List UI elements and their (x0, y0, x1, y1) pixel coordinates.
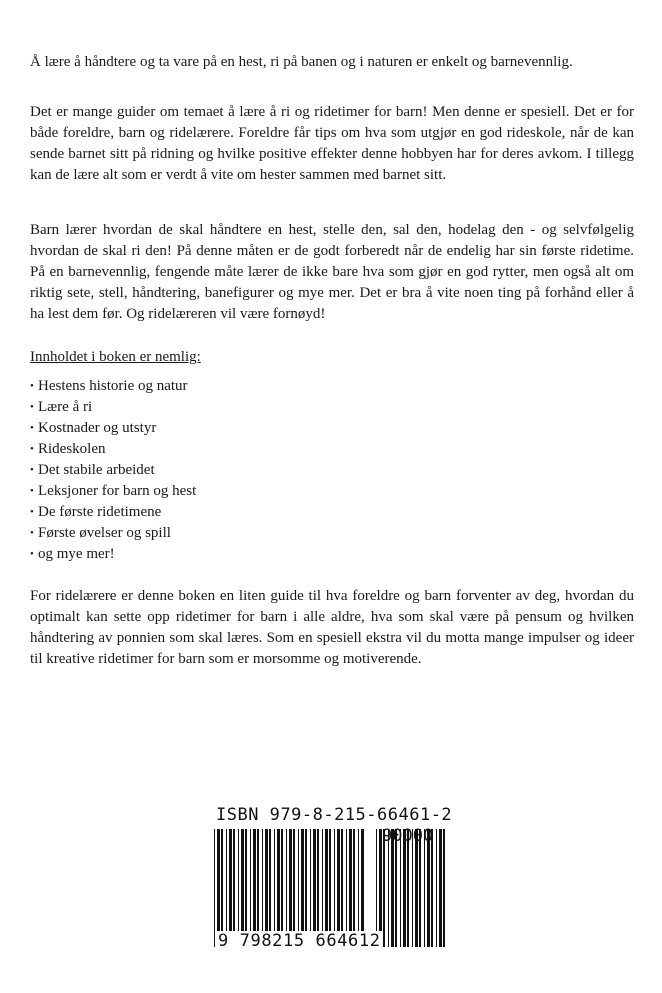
barcode-bar (310, 829, 311, 933)
barcode-bar (353, 829, 355, 933)
barcode-bar (358, 829, 359, 933)
children-paragraph: Barn lærer hvordan de skal håndtere en hest, stelle den, sal den, hodelag den - og selvfølgelig hvordan de skal ri den! På denne måten er de godt forberedt når de endelig har sin første ridetime. På en barnevennlig, fengende måte lærer de ikke bare hva som gjør en god rytter, men også alt om riktig sete, stell, håndtering, banefigurer og mye mer. Det er bra å vite noen ting på forhånd eller å ha lest dem før. Og ridelæreren vil være fornøyd! (30, 222, 634, 322)
barcode-bar (349, 829, 352, 933)
barcode-bar (253, 829, 256, 933)
list-item: • Lære å ri (30, 397, 196, 418)
addon-bars (376, 829, 445, 947)
barcode-bar (293, 829, 295, 933)
barcode-bar (424, 829, 425, 947)
barcode-bar (214, 829, 215, 947)
barcode-bar (265, 829, 268, 933)
isbn-label: ISBN 979-8-215-66461-2 (216, 805, 453, 825)
barcode-bar (269, 829, 271, 933)
barcode-bar (341, 829, 343, 933)
ean13-bars (214, 829, 364, 947)
barcode-bar (395, 829, 397, 947)
list-item: • Første øvelser og spill (30, 523, 196, 544)
instructors-paragraph: For ridelærere er denne boken en liten guide til hva foreldre og barn forventer av deg, hvordan du optimalt kan sette opp ridetimer for barn i alle aldre, hva som skal være på pensum og hvilken håndtering av ponnien som skal læres. Som en spesiell ekstra vil du motta mange impulser og ideer til kreative ridetimer for barn som er morsomme og motiverende. (30, 588, 634, 667)
barcode-bar (427, 829, 430, 947)
barcode-bar (257, 829, 259, 933)
barcode-bar (277, 829, 280, 933)
barcode-bar (391, 829, 394, 947)
barcode-bar (241, 829, 244, 933)
barcode-bar (217, 829, 220, 947)
barcode-bar (313, 829, 316, 933)
intro-paragraph: Å lære å håndtere og ta vare på en hest, ri på banen og i naturen er enkelt og barnevennlig. (30, 54, 573, 70)
barcode-bar (322, 829, 323, 933)
barcode-bar (334, 829, 335, 933)
barcode-bar (286, 829, 287, 933)
barcode-bar (379, 829, 382, 947)
barcode-bar (250, 829, 251, 933)
barcode-bar (329, 829, 331, 933)
barcode-bar (419, 829, 421, 947)
list-item: • Hestens historie og natur (30, 376, 196, 397)
list-item: • og mye mer! (30, 544, 196, 565)
barcode-bar (238, 829, 239, 933)
barcode-bar (301, 829, 304, 933)
list-item: • De første ridetimene (30, 502, 196, 523)
barcode-bar (415, 829, 418, 947)
barcode-bar (226, 829, 227, 933)
barcode-bar (388, 829, 389, 947)
barcode-bar (289, 829, 292, 947)
list-item: • Det stabile arbeidet (30, 460, 196, 481)
barcode-bar (407, 829, 409, 947)
barcode-bar (325, 829, 328, 933)
barcode-bar (431, 829, 433, 947)
barcode-bar (337, 829, 340, 933)
barcode-bar (403, 829, 406, 947)
barcode-bar (262, 829, 263, 933)
barcode-bar (245, 829, 247, 933)
barcode-bar (361, 829, 364, 947)
barcode-bar (298, 829, 299, 933)
barcode-bar (400, 829, 401, 947)
contents-list (30, 376, 196, 565)
barcode-bar (274, 829, 275, 933)
list-item: • Leksjoner for barn og hest (30, 481, 196, 502)
barcode-bar (281, 829, 283, 933)
barcode-bar (443, 829, 445, 947)
audience-paragraph: Det er mange guider om temaet å lære å ri og ridetimer for barn! Men denne er spesiell. Det er for både foreldre, barn og ridelærere. Foreldre får tips om hva som utgjør en god rideskole, når de kan sende barnet sitt på ridning og hvilke positive effekter denne hobbyen har for deres avkom. I tillegg kan de lære alt som er verdt å vite om hester sammen med barnet sitt. (30, 104, 634, 183)
barcode-bar (383, 829, 385, 947)
barcode-bar (376, 829, 377, 947)
list-item: • Kostnader og utstyr (30, 418, 196, 439)
ean-digits: 9 798215 664612 (218, 931, 381, 951)
barcode-bar (233, 829, 235, 933)
contents-heading: Innholdet i boken er nemlig: (30, 349, 201, 365)
barcode-bar (346, 829, 347, 933)
barcode-bar (305, 829, 307, 933)
isbn-barcode (214, 805, 454, 955)
barcode-bar (436, 829, 437, 947)
barcode-bar (229, 829, 232, 933)
barcode-bar (439, 829, 442, 947)
barcode-bar (412, 829, 413, 947)
list-item: • Rideskolen (30, 439, 196, 460)
barcode-bar (221, 829, 223, 933)
barcode-bar (317, 829, 319, 933)
